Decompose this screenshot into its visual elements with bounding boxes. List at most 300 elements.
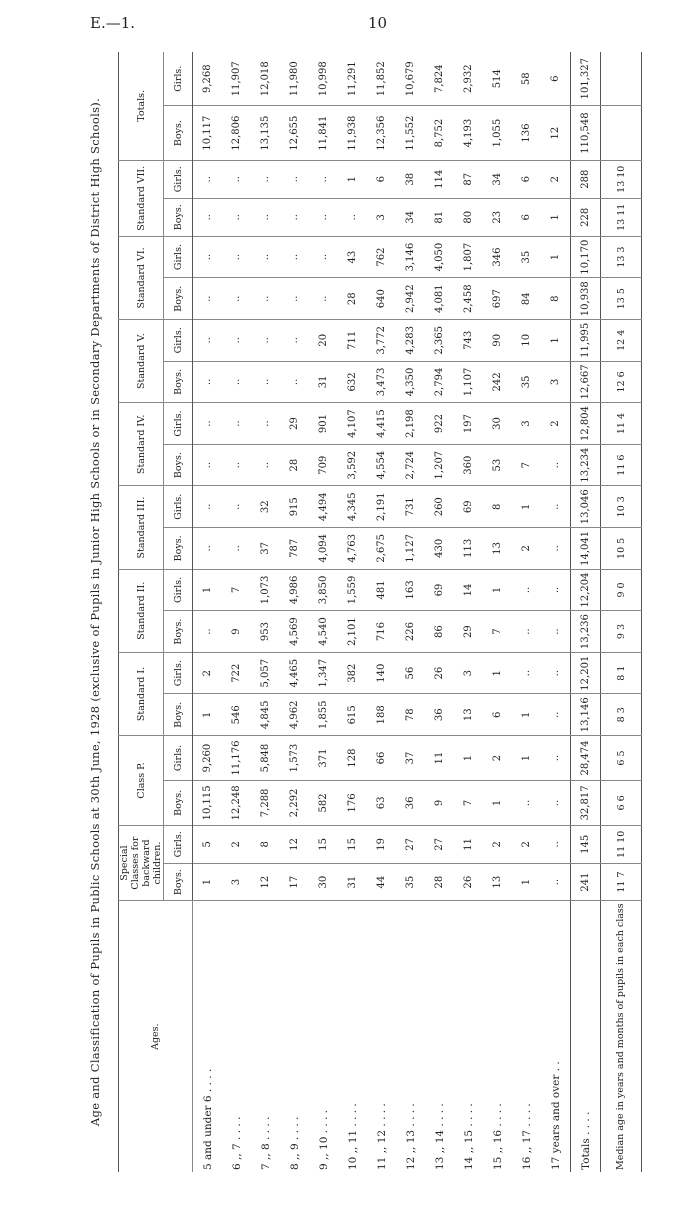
table-cell: 12 4 — [601, 320, 642, 362]
table-cell: 12 6 — [601, 361, 642, 403]
table-cell: 632 — [338, 361, 367, 403]
table-cell: 288 — [571, 160, 601, 198]
table-cell: 29 — [280, 403, 309, 445]
table-cell: 9,268 — [193, 52, 223, 106]
table-cell: 241 — [571, 863, 601, 900]
table-cell: .. — [251, 361, 280, 403]
table-cell: 481 — [367, 569, 396, 611]
table-cell: .. — [280, 361, 309, 403]
table-cell: 1 — [454, 736, 483, 781]
table-cell: 915 — [280, 486, 309, 528]
table-cell: 80 — [454, 198, 483, 236]
table-cell: 1 — [541, 320, 571, 362]
table-cell: 36 — [425, 694, 454, 736]
totals-row — [571, 52, 601, 1172]
table-cell: 11,995 — [571, 320, 601, 362]
table-cell: 6 — [483, 694, 512, 736]
table-cell: 145 — [571, 825, 601, 863]
table-cell: 7 — [512, 444, 541, 486]
table-cell: .. — [309, 198, 338, 236]
table-cell: 697 — [483, 278, 512, 320]
age-label: 9 ,, 10 . . . . — [317, 1109, 330, 1170]
age-label: 14 ,, 15 . . . . — [462, 1103, 475, 1170]
table-cell: 4,081 — [425, 278, 454, 320]
table-cell: 1,127 — [396, 528, 425, 570]
table-cell: .. — [309, 160, 338, 198]
table-cell: 35 — [396, 863, 425, 900]
table-cell: .. — [222, 320, 251, 362]
table-cell: 10,998 — [309, 52, 338, 106]
table-cell: 6 5 — [601, 736, 642, 781]
table-cell: 2 — [541, 403, 571, 445]
table-cell: 762 — [367, 236, 396, 278]
girls-header: Girls. — [164, 52, 193, 106]
table-row — [338, 52, 367, 1172]
table-cell: 10,170 — [571, 236, 601, 278]
table-cell: .. — [541, 825, 571, 863]
table-cell: 12,356 — [367, 106, 396, 160]
age-label: Totals . . . . — [571, 901, 601, 1172]
table-cell: 11,907 — [222, 52, 251, 106]
table-cell: .. — [541, 694, 571, 736]
table-cell: 8 3 — [601, 694, 642, 736]
table-cell: 2,191 — [367, 486, 396, 528]
table-cell: 7 — [222, 569, 251, 611]
table-cell: 17 — [280, 863, 309, 900]
table-cell: .. — [541, 611, 571, 653]
table-cell: .. — [222, 403, 251, 445]
table-cell: 13 — [483, 528, 512, 570]
table-cell: 4,094 — [309, 528, 338, 570]
table-cell: 1 — [483, 652, 512, 694]
table-cell: 128 — [338, 736, 367, 781]
table-cell: 260 — [425, 486, 454, 528]
table-cell: 81 — [425, 198, 454, 236]
table-cell: 63 — [367, 780, 396, 825]
table-cell: 8 — [251, 825, 280, 863]
age-label: 11 ,, 12 . . . . — [375, 1103, 388, 1170]
table-cell: 901 — [309, 403, 338, 445]
girls-header: Girls. — [164, 320, 193, 362]
table-cell: 922 — [425, 403, 454, 445]
table-cell: .. — [541, 780, 571, 825]
table-cell: 188 — [367, 694, 396, 736]
table-cell: 31 — [338, 863, 367, 900]
group-header: Standard III. — [119, 486, 164, 569]
table-cell: .. — [541, 863, 571, 900]
table-cell: 1 — [512, 863, 541, 900]
table-cell: 2,198 — [396, 403, 425, 445]
table-cell: 30 — [309, 863, 338, 900]
table-cell: 11,980 — [280, 52, 309, 106]
table-cell: 15 — [338, 825, 367, 863]
table-cell: .. — [222, 278, 251, 320]
table-cell: 28 — [338, 278, 367, 320]
table-cell: 953 — [251, 611, 280, 653]
table-cell: 2 — [483, 825, 512, 863]
table-cell: .. — [541, 736, 571, 781]
table-cell: 615 — [338, 694, 367, 736]
table-cell: 56 — [396, 652, 425, 694]
table-cell: 11,176 — [222, 736, 251, 781]
table-cell: 3 — [367, 198, 396, 236]
table-cell: 36 — [396, 780, 425, 825]
table-cell: .. — [280, 278, 309, 320]
table-cell: 4,540 — [309, 611, 338, 653]
table-cell: .. — [251, 444, 280, 486]
table-cell: .. — [193, 236, 223, 278]
table-cell: .. — [251, 278, 280, 320]
table-cell: .. — [193, 403, 223, 445]
group-header: Standard IV. — [119, 403, 164, 486]
table-cell: 514 — [483, 52, 512, 106]
boys-header: Boys. — [164, 694, 193, 736]
table-cell: 711 — [338, 320, 367, 362]
table-cell: 4,494 — [309, 486, 338, 528]
table-cell: .. — [512, 652, 541, 694]
table-row — [512, 52, 541, 1172]
table-cell: 6 — [367, 160, 396, 198]
table-cell: 1,559 — [338, 569, 367, 611]
table-cell: 716 — [367, 611, 396, 653]
table-cell: 38 — [396, 160, 425, 198]
table-cell: 640 — [367, 278, 396, 320]
age-label: 16 ,, 17 . . . . — [520, 1103, 533, 1170]
table-cell: .. — [222, 528, 251, 570]
table-cell: .. — [193, 160, 223, 198]
table-cell: .. — [541, 528, 571, 570]
table-cell: 4,345 — [338, 486, 367, 528]
table-cell: 2,932 — [454, 52, 483, 106]
table-cell: 1 — [193, 694, 223, 736]
table-cell: 3,850 — [309, 569, 338, 611]
table-cell: 5,057 — [251, 652, 280, 694]
table-cell: 3,592 — [338, 444, 367, 486]
table-cell: 2,365 — [425, 320, 454, 362]
table-cell: 8 — [541, 278, 571, 320]
table-cell: 6 — [512, 160, 541, 198]
table-cell: 13,146 — [571, 694, 601, 736]
girls-header: Girls. — [164, 236, 193, 278]
group-header: Class P. — [119, 736, 164, 826]
table-cell: .. — [309, 278, 338, 320]
age-label: 12 ,, 13 . . . . — [404, 1103, 417, 1170]
table-row — [309, 52, 338, 1172]
table-cell: .. — [280, 320, 309, 362]
table-cell: 69 — [425, 569, 454, 611]
table-cell: 110,548 — [571, 106, 601, 160]
table-cell — [601, 106, 642, 160]
table-cell: 4,465 — [280, 652, 309, 694]
table-cell: .. — [193, 361, 223, 403]
table-cell: .. — [541, 486, 571, 528]
group-header: Totals. — [119, 52, 164, 160]
table-cell: 114 — [425, 160, 454, 198]
table-cell: 1,107 — [454, 361, 483, 403]
table-cell: 12 — [541, 106, 571, 160]
table-cell: .. — [222, 486, 251, 528]
table-cell: 546 — [222, 694, 251, 736]
table-cell: 19 — [367, 825, 396, 863]
table-cell: 2,292 — [280, 780, 309, 825]
table-cell: 3,146 — [396, 236, 425, 278]
table-cell: 1,807 — [454, 236, 483, 278]
table-cell: 11,938 — [338, 106, 367, 160]
table-cell: 44 — [367, 863, 396, 900]
table-cell: 11 7 — [601, 863, 642, 900]
age-label: 15 ,, 16 . . . . — [491, 1103, 504, 1170]
table-cell — [601, 52, 642, 106]
group-header: Standard VI. — [119, 236, 164, 319]
table-cell: 7,824 — [425, 52, 454, 106]
table-cell: 8,752 — [425, 106, 454, 160]
table-cell: 35 — [512, 236, 541, 278]
table-cell: 9 3 — [601, 611, 642, 653]
table-cell: 9 0 — [601, 569, 642, 611]
table-cell: 84 — [512, 278, 541, 320]
table-cell: .. — [251, 320, 280, 362]
table-cell: .. — [193, 486, 223, 528]
table-cell: 2 — [512, 528, 541, 570]
group-header: Standard VII. — [119, 160, 164, 236]
table-cell: 11 — [454, 825, 483, 863]
table-cell: 66 — [367, 736, 396, 781]
table-row — [222, 52, 251, 1172]
table-cell: 11 4 — [601, 403, 642, 445]
group-header: Standard V. — [119, 320, 164, 403]
table-cell: 197 — [454, 403, 483, 445]
table-row — [280, 52, 309, 1172]
ages-header: Ages. — [119, 901, 193, 1172]
group-header: Standard II. — [119, 569, 164, 652]
table-cell: 11,291 — [338, 52, 367, 106]
table-cell: 7,288 — [251, 780, 280, 825]
table-cell: 228 — [571, 198, 601, 236]
table-cell: 4,415 — [367, 403, 396, 445]
table-cell: .. — [541, 652, 571, 694]
table-cell: .. — [193, 611, 223, 653]
table-row — [193, 52, 223, 1172]
table-cell: 10,938 — [571, 278, 601, 320]
boys-header: Boys. — [164, 278, 193, 320]
table-cell: .. — [541, 444, 571, 486]
group-header: Standard I. — [119, 652, 164, 735]
age-label: Median age in years and months of pupils in each class — [601, 901, 642, 1172]
table-cell: 1,855 — [309, 694, 338, 736]
table-cell: 360 — [454, 444, 483, 486]
table-cell: 1 — [541, 236, 571, 278]
table-cell: .. — [338, 198, 367, 236]
age-label: 7 ,, 8 . . . . — [259, 1116, 272, 1170]
boys-header: Boys. — [164, 528, 193, 570]
table-cell: 12 — [251, 863, 280, 900]
table-cell: 2,675 — [367, 528, 396, 570]
table-row — [541, 52, 571, 1172]
table-cell: 78 — [396, 694, 425, 736]
table-cell: 13,046 — [571, 486, 601, 528]
table-cell: 13 — [483, 863, 512, 900]
boys-header: Boys. — [164, 444, 193, 486]
table-cell: 58 — [512, 52, 541, 106]
table-cell: 2 — [541, 160, 571, 198]
table-cell: .. — [280, 160, 309, 198]
table-cell: .. — [193, 320, 223, 362]
table-cell: 11 — [425, 736, 454, 781]
table-cell: 1 — [483, 569, 512, 611]
table-cell: 11,841 — [309, 106, 338, 160]
boys-header: Boys. — [164, 361, 193, 403]
table-cell: 29 — [454, 611, 483, 653]
table-cell: 43 — [338, 236, 367, 278]
age-classification-table — [118, 52, 642, 1172]
age-label: 6 ,, 7 . . . . — [230, 1116, 243, 1170]
table-cell: 26 — [425, 652, 454, 694]
boys-header: Boys. — [164, 863, 193, 900]
table-cell: .. — [193, 278, 223, 320]
table-cell: 4,193 — [454, 106, 483, 160]
table-cell: 2,794 — [425, 361, 454, 403]
table-cell: 4,763 — [338, 528, 367, 570]
table-cell: 53 — [483, 444, 512, 486]
table-cell: 10 — [512, 320, 541, 362]
table-cell: 7 — [454, 780, 483, 825]
table-row — [425, 52, 454, 1172]
table-cell: 9 — [425, 780, 454, 825]
table-cell: 14,041 — [571, 528, 601, 570]
table-cell: 35 — [512, 361, 541, 403]
table-cell: .. — [193, 528, 223, 570]
table-cell: .. — [251, 198, 280, 236]
table-cell: 1 — [193, 863, 223, 900]
table-cell: 4,283 — [396, 320, 425, 362]
table-cell: 8 1 — [601, 652, 642, 694]
table-cell: 226 — [396, 611, 425, 653]
document-code: E.—1. — [90, 14, 136, 32]
table-cell: 1 — [193, 569, 223, 611]
table-cell: 6 — [512, 198, 541, 236]
table-cell: 26 — [454, 863, 483, 900]
table-cell: 3 — [541, 361, 571, 403]
table-cell: 15 — [309, 825, 338, 863]
table-cell: 113 — [454, 528, 483, 570]
table-cell: 11,852 — [367, 52, 396, 106]
girls-header: Girls. — [164, 652, 193, 694]
table-cell: 2 — [512, 825, 541, 863]
table-cell: 709 — [309, 444, 338, 486]
table-cell: 13 — [454, 694, 483, 736]
rotated-table-page — [88, 52, 648, 1172]
table-cell: 4,986 — [280, 569, 309, 611]
table-cell: 1 — [512, 694, 541, 736]
table-cell: 11 10 — [601, 825, 642, 863]
table-row — [367, 52, 396, 1172]
table-cell: 722 — [222, 652, 251, 694]
table-cell: 3 — [454, 652, 483, 694]
table-cell: 382 — [338, 652, 367, 694]
table-cell: 2 — [222, 825, 251, 863]
table-cell: .. — [251, 160, 280, 198]
table-cell: 4,107 — [338, 403, 367, 445]
table-cell: 12,248 — [222, 780, 251, 825]
table-cell: 176 — [338, 780, 367, 825]
table-cell: 13 5 — [601, 278, 642, 320]
table-cell: 2 — [483, 736, 512, 781]
table-cell: 12,667 — [571, 361, 601, 403]
table-row — [251, 52, 280, 1172]
table-cell: 371 — [309, 736, 338, 781]
table-cell: 14 — [454, 569, 483, 611]
table-cell: 27 — [396, 825, 425, 863]
table-cell: .. — [222, 160, 251, 198]
table-cell: 37 — [396, 736, 425, 781]
table-cell: 2,942 — [396, 278, 425, 320]
table-cell: 4,050 — [425, 236, 454, 278]
table-cell: 4,845 — [251, 694, 280, 736]
table-cell: 1,207 — [425, 444, 454, 486]
table-cell: 2 — [193, 652, 223, 694]
table-cell: .. — [280, 236, 309, 278]
table-cell: 9,260 — [193, 736, 223, 781]
table-cell: 10,115 — [193, 780, 223, 825]
boys-header: Boys. — [164, 198, 193, 236]
table-cell: 28 — [280, 444, 309, 486]
age-label: 8 ,, 9 . . . . — [288, 1116, 301, 1170]
table-cell: 86 — [425, 611, 454, 653]
table-cell: 90 — [483, 320, 512, 362]
table-cell: 4,962 — [280, 694, 309, 736]
table-cell: 1 — [512, 486, 541, 528]
table-cell: 4,554 — [367, 444, 396, 486]
table-cell: 140 — [367, 652, 396, 694]
table-cell: .. — [541, 569, 571, 611]
table-cell: 28,474 — [571, 736, 601, 781]
table-cell: 11 6 — [601, 444, 642, 486]
table-row — [454, 52, 483, 1172]
table-cell: 28 — [425, 863, 454, 900]
table-cell: 101,327 — [571, 52, 601, 106]
girls-header: Girls. — [164, 569, 193, 611]
table-cell: 34 — [483, 160, 512, 198]
table-cell: 23 — [483, 198, 512, 236]
table-cell: .. — [512, 780, 541, 825]
boys-header: Boys. — [164, 611, 193, 653]
table-row — [483, 52, 512, 1172]
table-cell: .. — [193, 198, 223, 236]
table-cell: 430 — [425, 528, 454, 570]
table-cell: 31 — [309, 361, 338, 403]
table-cell: 9 — [222, 611, 251, 653]
table-cell: 34 — [396, 198, 425, 236]
table-cell: .. — [512, 569, 541, 611]
table-cell: 27 — [425, 825, 454, 863]
table-cell: 1 — [338, 160, 367, 198]
table-cell: 787 — [280, 528, 309, 570]
table-cell: 13,135 — [251, 106, 280, 160]
page-number: 10 — [368, 14, 388, 32]
table-cell: 12,655 — [280, 106, 309, 160]
table-cell: 6 — [541, 52, 571, 106]
table-cell: .. — [222, 236, 251, 278]
girls-header: Girls. — [164, 825, 193, 863]
table-cell: 11,552 — [396, 106, 425, 160]
table-cell: 13 11 — [601, 198, 642, 236]
age-label: 5 and under 6 . . . . — [201, 1068, 214, 1170]
group-header: Special Classes for backward children. — [119, 825, 164, 901]
table-cell: 582 — [309, 780, 338, 825]
median-row — [601, 52, 642, 1172]
table-cell: 136 — [512, 106, 541, 160]
table-cell: 242 — [483, 361, 512, 403]
